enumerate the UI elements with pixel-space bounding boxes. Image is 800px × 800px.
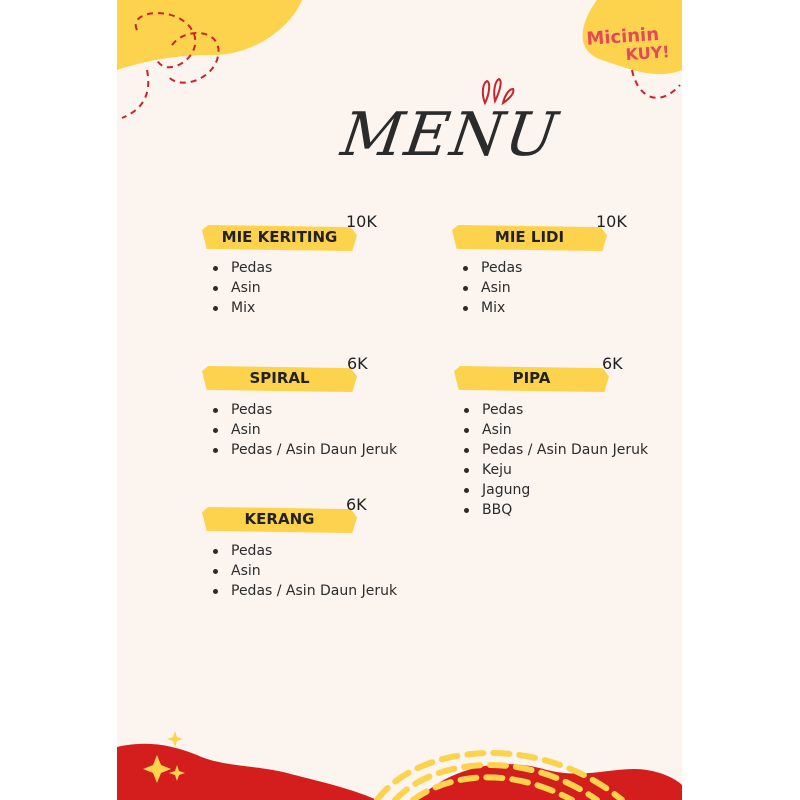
list-item: Keju (464, 460, 648, 480)
category-price: 10K (596, 212, 627, 231)
top-left-decoration (117, 0, 307, 130)
logo-line-2: KUY! (624, 42, 671, 65)
item-list (213, 400, 397, 460)
item-list (213, 541, 397, 601)
logo-line-1: Micinin (585, 23, 660, 50)
bottom-decoration (117, 725, 682, 800)
item-list (464, 400, 648, 520)
list-item: Pedas (213, 541, 397, 561)
list-item: Pedas (464, 400, 648, 420)
item-list (213, 258, 272, 318)
category-price: 6K (346, 495, 367, 514)
list-item: Jagung (464, 480, 648, 500)
item-list (463, 258, 522, 318)
category-price: 10K (346, 212, 377, 231)
list-item: Asin (463, 278, 522, 298)
list-item: Pedas (213, 258, 272, 278)
category-name: MIE KERITING (221, 228, 338, 246)
category-name: SPIRAL (249, 369, 310, 387)
brand-logo (586, 25, 670, 67)
category-price: 6K (602, 354, 623, 373)
list-item: Pedas (463, 258, 522, 278)
sparkle-icon (167, 731, 183, 747)
list-item: Pedas / Asin Daun Jeruk (213, 440, 397, 460)
menu-poster (117, 0, 682, 800)
list-item: Asin (213, 561, 397, 581)
category-price: 6K (347, 354, 368, 373)
list-item: Mix (213, 298, 272, 318)
list-item: Pedas / Asin Daun Jeruk (213, 581, 397, 601)
list-item: Mix (463, 298, 522, 318)
category-name: MIE LIDI (494, 228, 565, 246)
list-item: Pedas (213, 400, 397, 420)
list-item: Asin (213, 420, 397, 440)
menu-title: MENU (337, 100, 564, 170)
list-item: Asin (464, 420, 648, 440)
category-name: KERANG (244, 510, 315, 528)
list-item: Pedas / Asin Daun Jeruk (464, 440, 648, 460)
category-name: PIPA (512, 369, 551, 387)
list-item: Asin (213, 278, 272, 298)
list-item: BBQ (464, 500, 648, 520)
